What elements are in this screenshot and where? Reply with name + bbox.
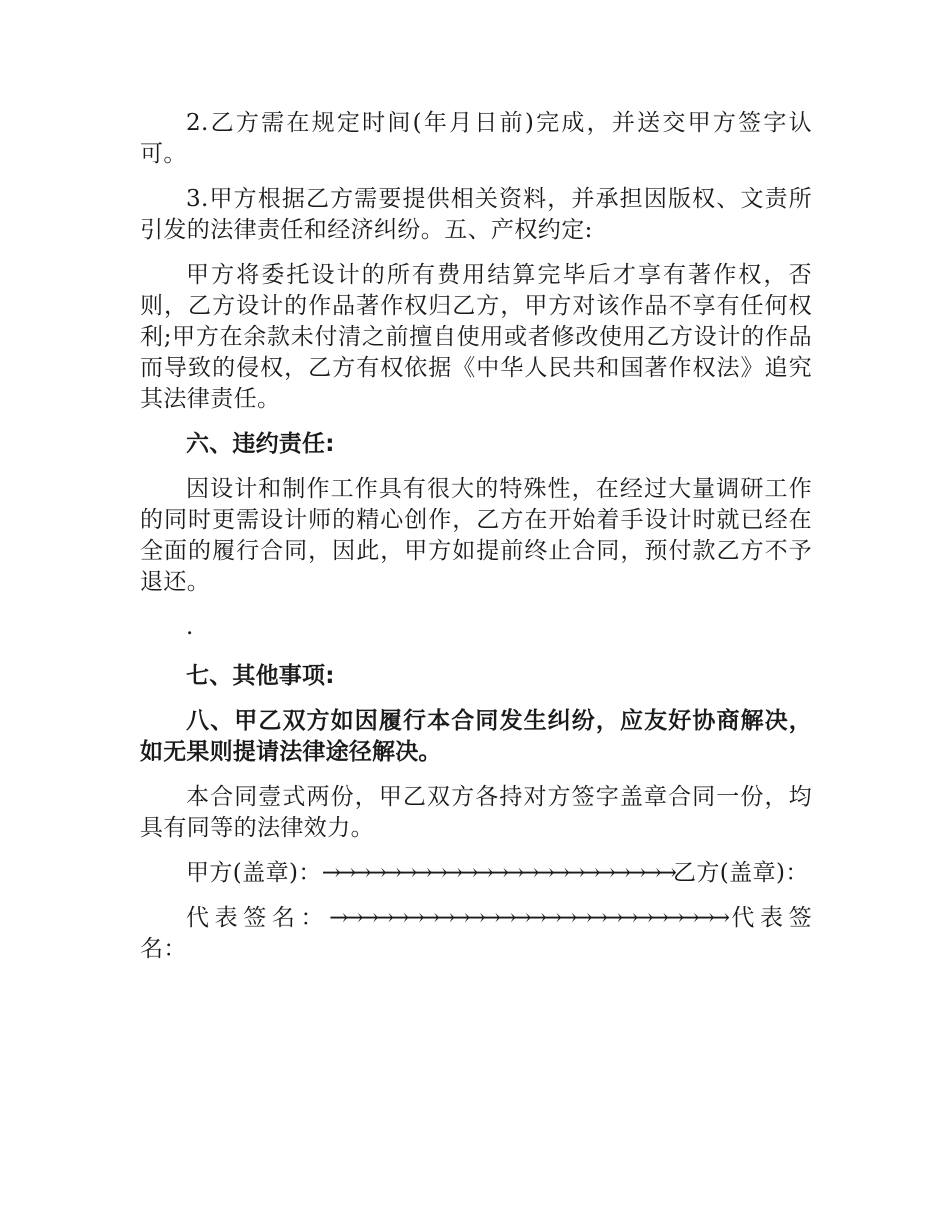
copies-paragraph: 本合同壹式两份，甲乙双方各持对方签字盖章合同一份，均具有同等的法律效力。	[140, 784, 812, 841]
party-b-representative-label: 代表签名：	[140, 905, 813, 962]
party-a-representative-label: 代表签名：	[186, 905, 330, 931]
seal-arrow-leader: →→→→→→→→→→→→→→→→→→→→→→→	[321, 860, 673, 886]
copyright-paragraph: 甲方将委托设计的所有费用结算完毕后才享有著作权，否则，乙方设计的作品著作权归乙方，甲方对该作品不享有任何权利;甲方在余款未付清之前擅自使用或者修改使用乙方设计的作品而导致的侵权，乙方有权依据《中华人民共和国著作权法》追究其法律责任。	[140, 262, 812, 412]
section-6-heading: 六、违约责任:	[186, 431, 335, 457]
clause-3-paragraph: 3.甲方根据乙方需要提供相关资料，并承担因版权、文责所引发的法律责任和经济纠纷。五、产权约定:	[140, 186, 812, 243]
clause-2-paragraph: 2.乙方需在规定时间(年月日前)完成，并送交甲方签字认可。	[140, 110, 812, 167]
representative-arrow-leader: →→→→→→→→→→→→→→→→→→→→→→→→→→	[329, 905, 727, 931]
section-7-heading: 七、其他事项:	[186, 663, 335, 689]
section-8-heading: 八、甲乙双方如因履行本合同发生纠纷，应友好协商解决，如无果则提请法律途径解决。	[140, 708, 812, 765]
seal-line	[140, 858, 812, 889]
breach-paragraph: 因设计和制作工作具有很大的特殊性，在经过大量调研工作的同时更需设计师的精心创作，乙方在开始着手设计时就已经在全面的履行合同，因此，甲方如提前终止合同，预付款乙方不予退还。	[140, 476, 812, 595]
representative-line	[140, 903, 812, 965]
dot-line: .	[186, 614, 194, 640]
party-b-seal-label: 乙方(盖章)：	[673, 860, 809, 886]
document-page	[140, 108, 812, 979]
party-a-seal-label: 甲方(盖章)：	[186, 860, 322, 886]
